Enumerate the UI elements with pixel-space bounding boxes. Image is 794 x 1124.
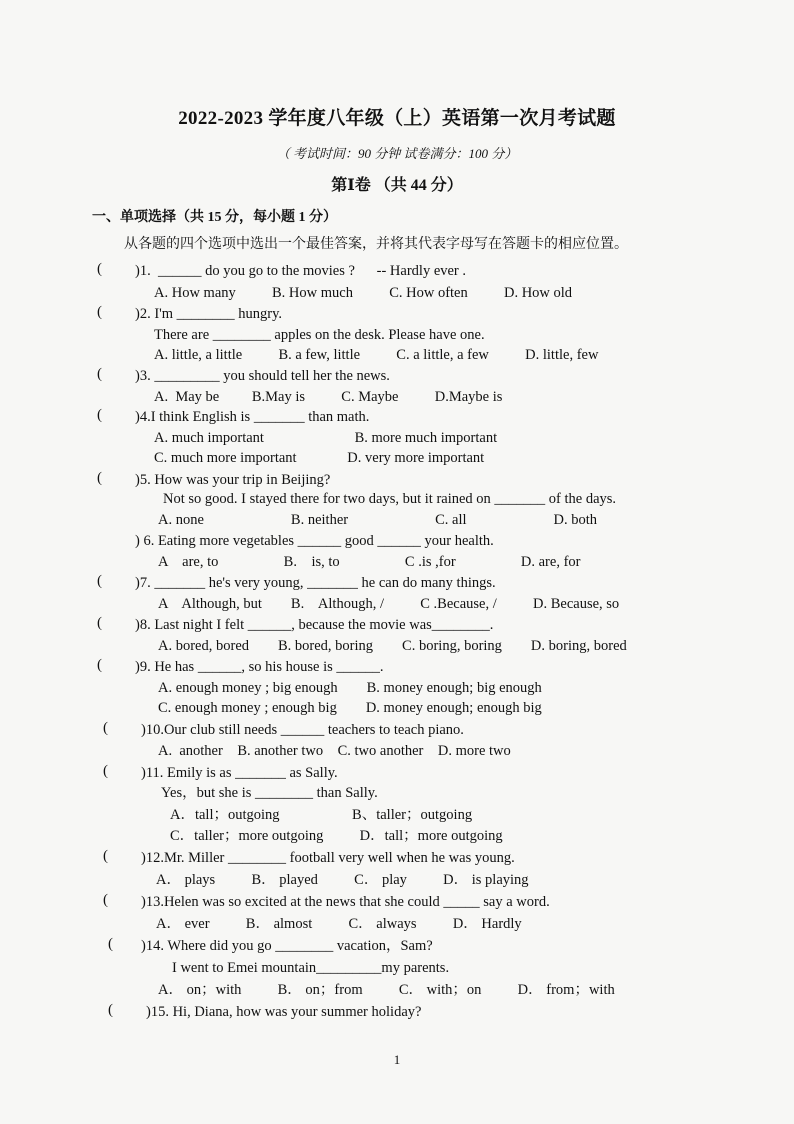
question-extra: There are ________ apples on the desk. Please have one. <box>154 327 485 343</box>
answer-paren: ( <box>97 657 102 673</box>
question-options: A Although, but B. Although, / C .Because, / D. Because, so <box>158 596 620 612</box>
answer-paren: ( <box>108 936 113 952</box>
question-options: C. much more important D. very more important <box>154 450 485 466</box>
question-stem: )7. _______ he's very young, _______ he can do many things. <box>135 575 496 591</box>
question-stem: )15. Hi, Diana, how was your summer holiday? <box>146 1004 422 1020</box>
question-stem: )14. Where did you go ________ vacation，Sam? <box>141 938 433 954</box>
question-extra: I went to Emei mountain_________my parents. <box>172 960 450 976</box>
question-stem: )11. Emily is as _______ as Sally. <box>141 765 338 781</box>
question-options: A. How many B. How much C. How often D. How old <box>154 285 573 301</box>
answer-paren: ( <box>103 720 108 736</box>
answer-paren: ( <box>108 1002 113 1018</box>
question-stem: )1. ______ do you go to the movies ? -- Hardly ever . <box>135 263 467 279</box>
answer-paren: ( <box>97 407 102 423</box>
question-stem: )9. He has ______, so his house is ______. <box>135 659 384 675</box>
question-stem: )12.Mr. Miller ________ football very well when he was young. <box>141 850 515 866</box>
question-options: A． on；with B． on；from C． with；on D． from；with <box>158 982 615 998</box>
question-options: A. enough money ; big enough B. money enough; big enough <box>158 680 542 696</box>
question-stem: )5. How was your trip in Beijing? <box>135 472 331 488</box>
question-options: C. enough money ; enough big D. money enough; enough big <box>158 700 542 716</box>
page-number: 1 <box>393 1052 401 1067</box>
answer-paren: ( <box>97 304 102 320</box>
question-options: A. another B. another two C. two another D. more two <box>158 743 511 759</box>
question-options: A． ever B． almost C． always D． Hardly <box>156 916 522 932</box>
question-extra: Yes，but she is ________ than Sally. <box>161 785 378 801</box>
question-options: A are, to B. is, to C .is ,for D. are, for <box>158 554 581 570</box>
question-options: A. little, a little B. a few, little C. a little, a few D. little, few <box>154 347 599 363</box>
exam-subtitle: （ 考试时间：90 分钟 试卷满分：100 分） <box>276 146 518 161</box>
answer-paren: ( <box>97 261 102 277</box>
answer-paren: ( <box>97 573 102 589</box>
question-options: A. none B. neither C. all D. both <box>158 512 598 528</box>
question-stem: ) 6. Eating more vegetables ______ good ______ your health. <box>135 533 494 549</box>
answer-paren: ( <box>103 892 108 908</box>
question-stem: )13.Helen was so excited at the news that she could _____ say a word. <box>141 894 550 910</box>
volume-heading: 第Ⅰ卷 （共 44 分） <box>331 177 463 194</box>
question-stem: )4.I think English is _______ than math. <box>135 409 370 425</box>
question-options: A． plays B． played C． play D． is playing <box>156 872 529 888</box>
answer-paren: ( <box>103 763 108 779</box>
section-heading: 一、单项选择（共 15 分，每小题 1 分） <box>92 210 337 225</box>
question-options: C．taller；more outgoing D．tall；more outgoing <box>170 828 503 844</box>
question-extra: Not so good. I stayed there for two days, but it rained on _______ of the days. <box>163 491 617 507</box>
answer-paren: ( <box>97 366 102 382</box>
question-stem: )10.Our club still needs ______ teachers to teach piano. <box>141 722 464 738</box>
answer-paren: ( <box>97 615 102 631</box>
question-options: A. May be B.May is C. Maybe D.Maybe is <box>154 389 503 405</box>
answer-paren: ( <box>97 470 102 486</box>
question-options: A. bored, bored B. bored, boring C. boring, boring D. boring, bored <box>158 638 627 654</box>
exam-title: 2022-2023 学年度八年级（上）英语第一次月考试题 <box>178 108 616 129</box>
section-instruction: 从各题的四个选项中选出一个最佳答案，并将其代表字母写在答题卡的相应位置。 <box>124 237 628 252</box>
question-stem: )2. I'm ________ hungry. <box>135 306 283 322</box>
question-stem: )3. _________ you should tell her the news. <box>135 368 390 384</box>
question-options: A. much important B. more much important <box>154 430 498 446</box>
answer-paren: ( <box>103 848 108 864</box>
question-options: A．tall；outgoing B、taller；outgoing <box>170 807 473 823</box>
question-stem: )8. Last night I felt ______, because the movie was________. <box>135 617 494 633</box>
